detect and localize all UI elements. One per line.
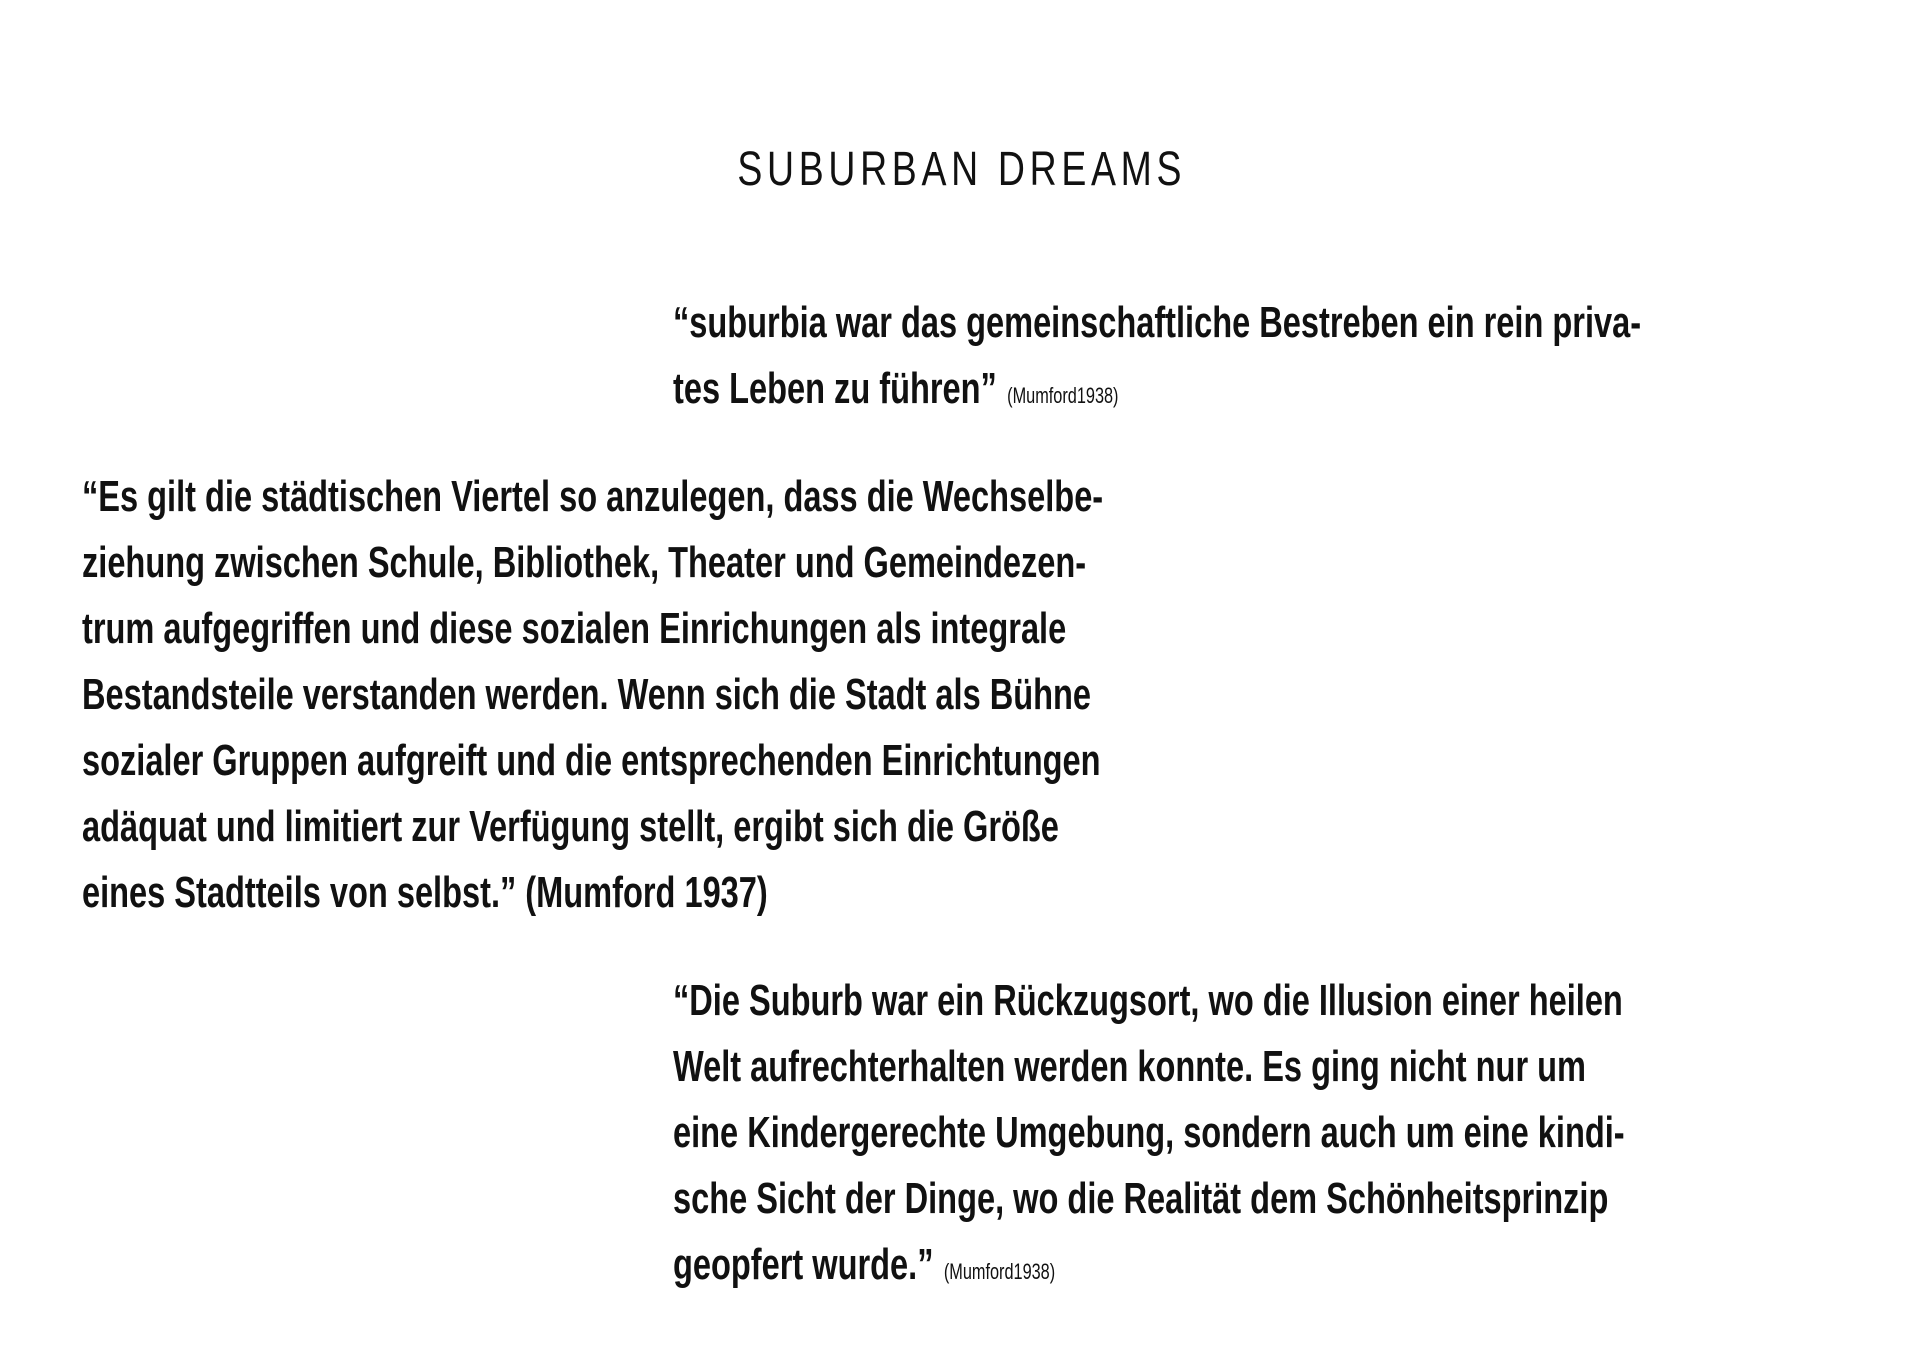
quote-line: “suburbia war das gemeinschaftliche Bestreben ein rein priva-: [673, 298, 1642, 347]
quote-suburbia: [673, 290, 1641, 429]
quote-line: “Es gilt die städtischen Viertel so anzulegen, dass die Wechselbe-: [82, 472, 1104, 521]
quote-line-text: tes Leben zu führen”: [673, 364, 997, 413]
quote-line: [673, 356, 1641, 429]
quote-line: [673, 1232, 1625, 1305]
quote-line: ziehung zwischen Schule, Bibliothek, Theater und Gemeindezen-: [82, 538, 1087, 587]
quote-line: Welt aufrechterhalten werden konnte. Es ging nicht nur um: [673, 1042, 1587, 1091]
quote-line: sche Sicht der Dinge, wo die Realität dem Schönheitsprinzip: [673, 1174, 1609, 1223]
quote-line: trum aufgegriffen und diese sozialen Einrichungen als integrale: [82, 604, 1067, 653]
quote-rueckzugsort: [673, 968, 1625, 1305]
quote-staedtische-viertel: [82, 464, 1103, 926]
quote-citation: (Mumford1938): [1007, 383, 1119, 408]
quote-line: eines Stadtteils von selbst.” (Mumford 1937): [82, 868, 768, 917]
quote-line: eine Kindergerechte Umgebung, sondern auch um eine kindi-: [673, 1108, 1625, 1157]
quote-line: sozialer Gruppen aufgreift und die entsprechenden Einrichtungen: [82, 736, 1101, 785]
quote-line: “Die Suburb war ein Rückzugsort, wo die Illusion einer heilen: [673, 976, 1623, 1025]
quote-line: Bestandsteile verstanden werden. Wenn sich die Stadt als Bühne: [82, 670, 1092, 719]
quote-line-text: geopfert wurde.”: [673, 1240, 934, 1289]
quote-line: adäquat und limitiert zur Verfügung stellt, ergibt sich die Größe: [82, 802, 1059, 851]
page-title: SUBURBAN DREAMS: [737, 143, 1187, 196]
quote-citation: (Mumford1938): [943, 1259, 1056, 1284]
